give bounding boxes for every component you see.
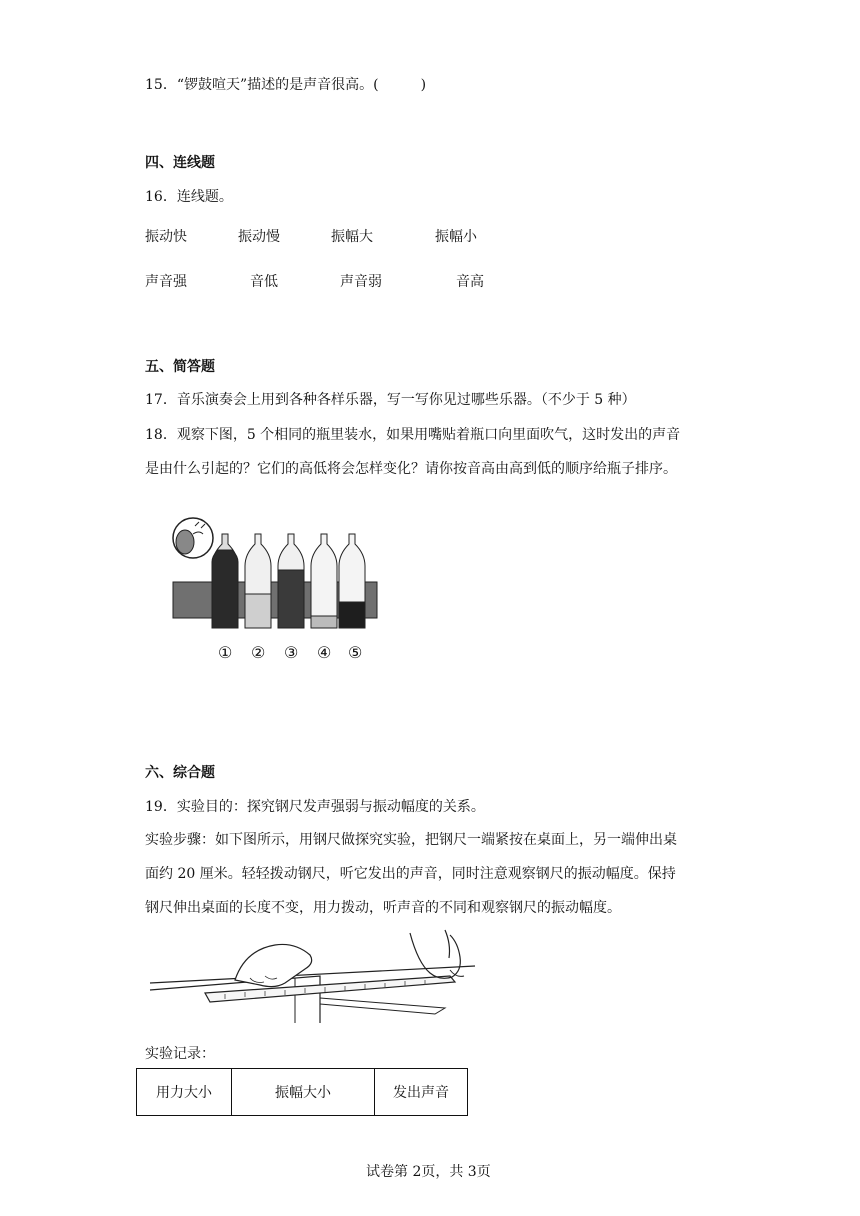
bottle-label-3: ③ [284, 643, 299, 662]
bottle-1 [212, 534, 238, 628]
table-header-force: 用力大小 [137, 1069, 232, 1116]
mouth-blowing-inset [173, 518, 213, 558]
page-footer: 试卷第 2页，共 3页 [366, 1164, 491, 1180]
question-17: 17．音乐演奏会上用到各种各样乐器，写一写你见过哪些乐器。（不少于 5 种） [145, 392, 636, 408]
question-19-steps-line-3: 钢尺伸出桌面的长度不变，用力拨动，听声音的不同和观察钢尺的振动幅度。 [145, 900, 621, 916]
bottle-label-2: ② [251, 643, 266, 662]
left-hand [235, 944, 312, 986]
record-table [136, 1068, 468, 1116]
question-15: 15．“锣鼓喧天”描述的是声音很高。( ) [145, 77, 427, 93]
bottle-5 [339, 534, 365, 628]
match-bottom-item-4: 音高 [456, 274, 484, 290]
ruler-experiment-figure [145, 928, 505, 1028]
bottle-label-5: ⑤ [348, 643, 363, 662]
match-bottom-item-3: 声音弱 [340, 274, 382, 290]
match-top-item-2: 振动慢 [238, 229, 280, 245]
table-header-sound: 发出声音 [375, 1069, 468, 1116]
match-bottom-item-1: 声音强 [145, 274, 187, 290]
right-hand [410, 930, 460, 978]
section-4-heading: 四、连线题 [145, 155, 215, 171]
question-19-steps-line-2: 面约 20 厘米。轻轻拨动钢尺，听它发出的声音，同时注意观察钢尺的振动幅度。保持 [145, 866, 676, 882]
question-19-purpose: 19．实验目的：探究钢尺发声强弱与振动幅度的关系。 [145, 799, 485, 815]
match-top-item-3: 振幅大 [331, 229, 373, 245]
bottle-3 [278, 534, 304, 628]
bottle-label-4: ④ [317, 643, 332, 662]
record-label: 实验记录： [145, 1046, 215, 1062]
table-row [137, 1069, 468, 1116]
question-18-line-2: 是由什么引起的？它们的高低将会怎样变化？请你按音高由高到低的顺序给瓶子排序。 [145, 461, 677, 477]
section-5-heading: 五、简答题 [145, 359, 215, 375]
bottle-label-1: ① [218, 643, 233, 662]
bottle-2 [245, 534, 271, 628]
question-19-steps-line-1: 实验步骤：如下图所示，用钢尺做探究实验，把钢尺一端紧按在桌面上，另一端伸出桌 [145, 832, 677, 848]
question-18-line-1: 18．观察下图，5 个相同的瓶里装水，如果用嘴贴着瓶口向里面吹气，这时发出的声音 [145, 427, 681, 443]
bottle-4 [311, 534, 337, 628]
table-header-amplitude: 振幅大小 [232, 1069, 375, 1116]
question-16: 16．连线题。 [145, 189, 233, 205]
match-bottom-item-2: 音低 [250, 274, 278, 290]
match-top-item-1: 振动快 [145, 229, 187, 245]
section-6-heading: 六、综合题 [145, 765, 215, 781]
match-top-item-4: 振幅小 [435, 229, 477, 245]
